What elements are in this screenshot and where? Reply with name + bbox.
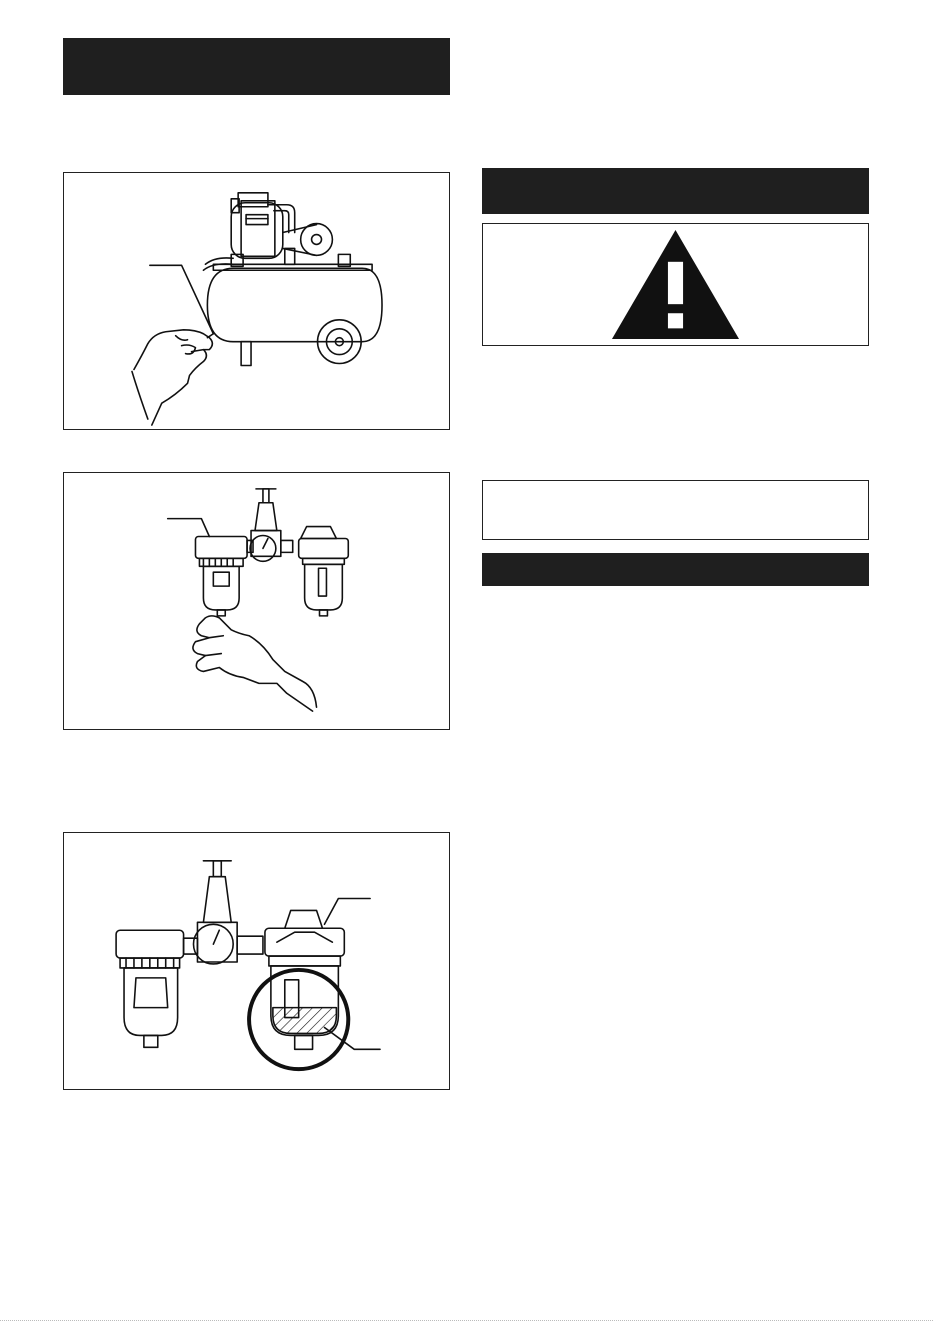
air-set-oil-level-illustration (64, 833, 449, 1089)
figure-compressor (63, 172, 450, 430)
callout-leader-lubricator-cap (324, 898, 370, 924)
page-bottom-rule (0, 1320, 933, 1321)
section-header-bar-right-2 (482, 553, 869, 586)
figure-air-set-oil-level (63, 832, 450, 1090)
warning-box (482, 223, 869, 346)
callout-leader-drain-cock (168, 519, 210, 537)
filter-cap (116, 930, 183, 958)
lubricator-bowl (305, 564, 343, 610)
warning-triangle-icon (483, 224, 868, 345)
filter-cap (195, 537, 247, 559)
compressor-illustration (64, 173, 449, 429)
figure-air-set-drain (63, 472, 450, 730)
gloved-hand (132, 330, 212, 425)
section-header-bar-left (63, 38, 450, 95)
compressor-tank (207, 268, 382, 341)
note-box (482, 480, 869, 540)
section-header-bar-right-1 (482, 168, 869, 214)
compressor-top-plate (213, 264, 372, 270)
callout-leader-drain-valve (150, 265, 214, 333)
compressor-pulley (301, 224, 333, 256)
gloved-hand (193, 616, 317, 711)
air-set-drain-illustration (64, 473, 449, 729)
